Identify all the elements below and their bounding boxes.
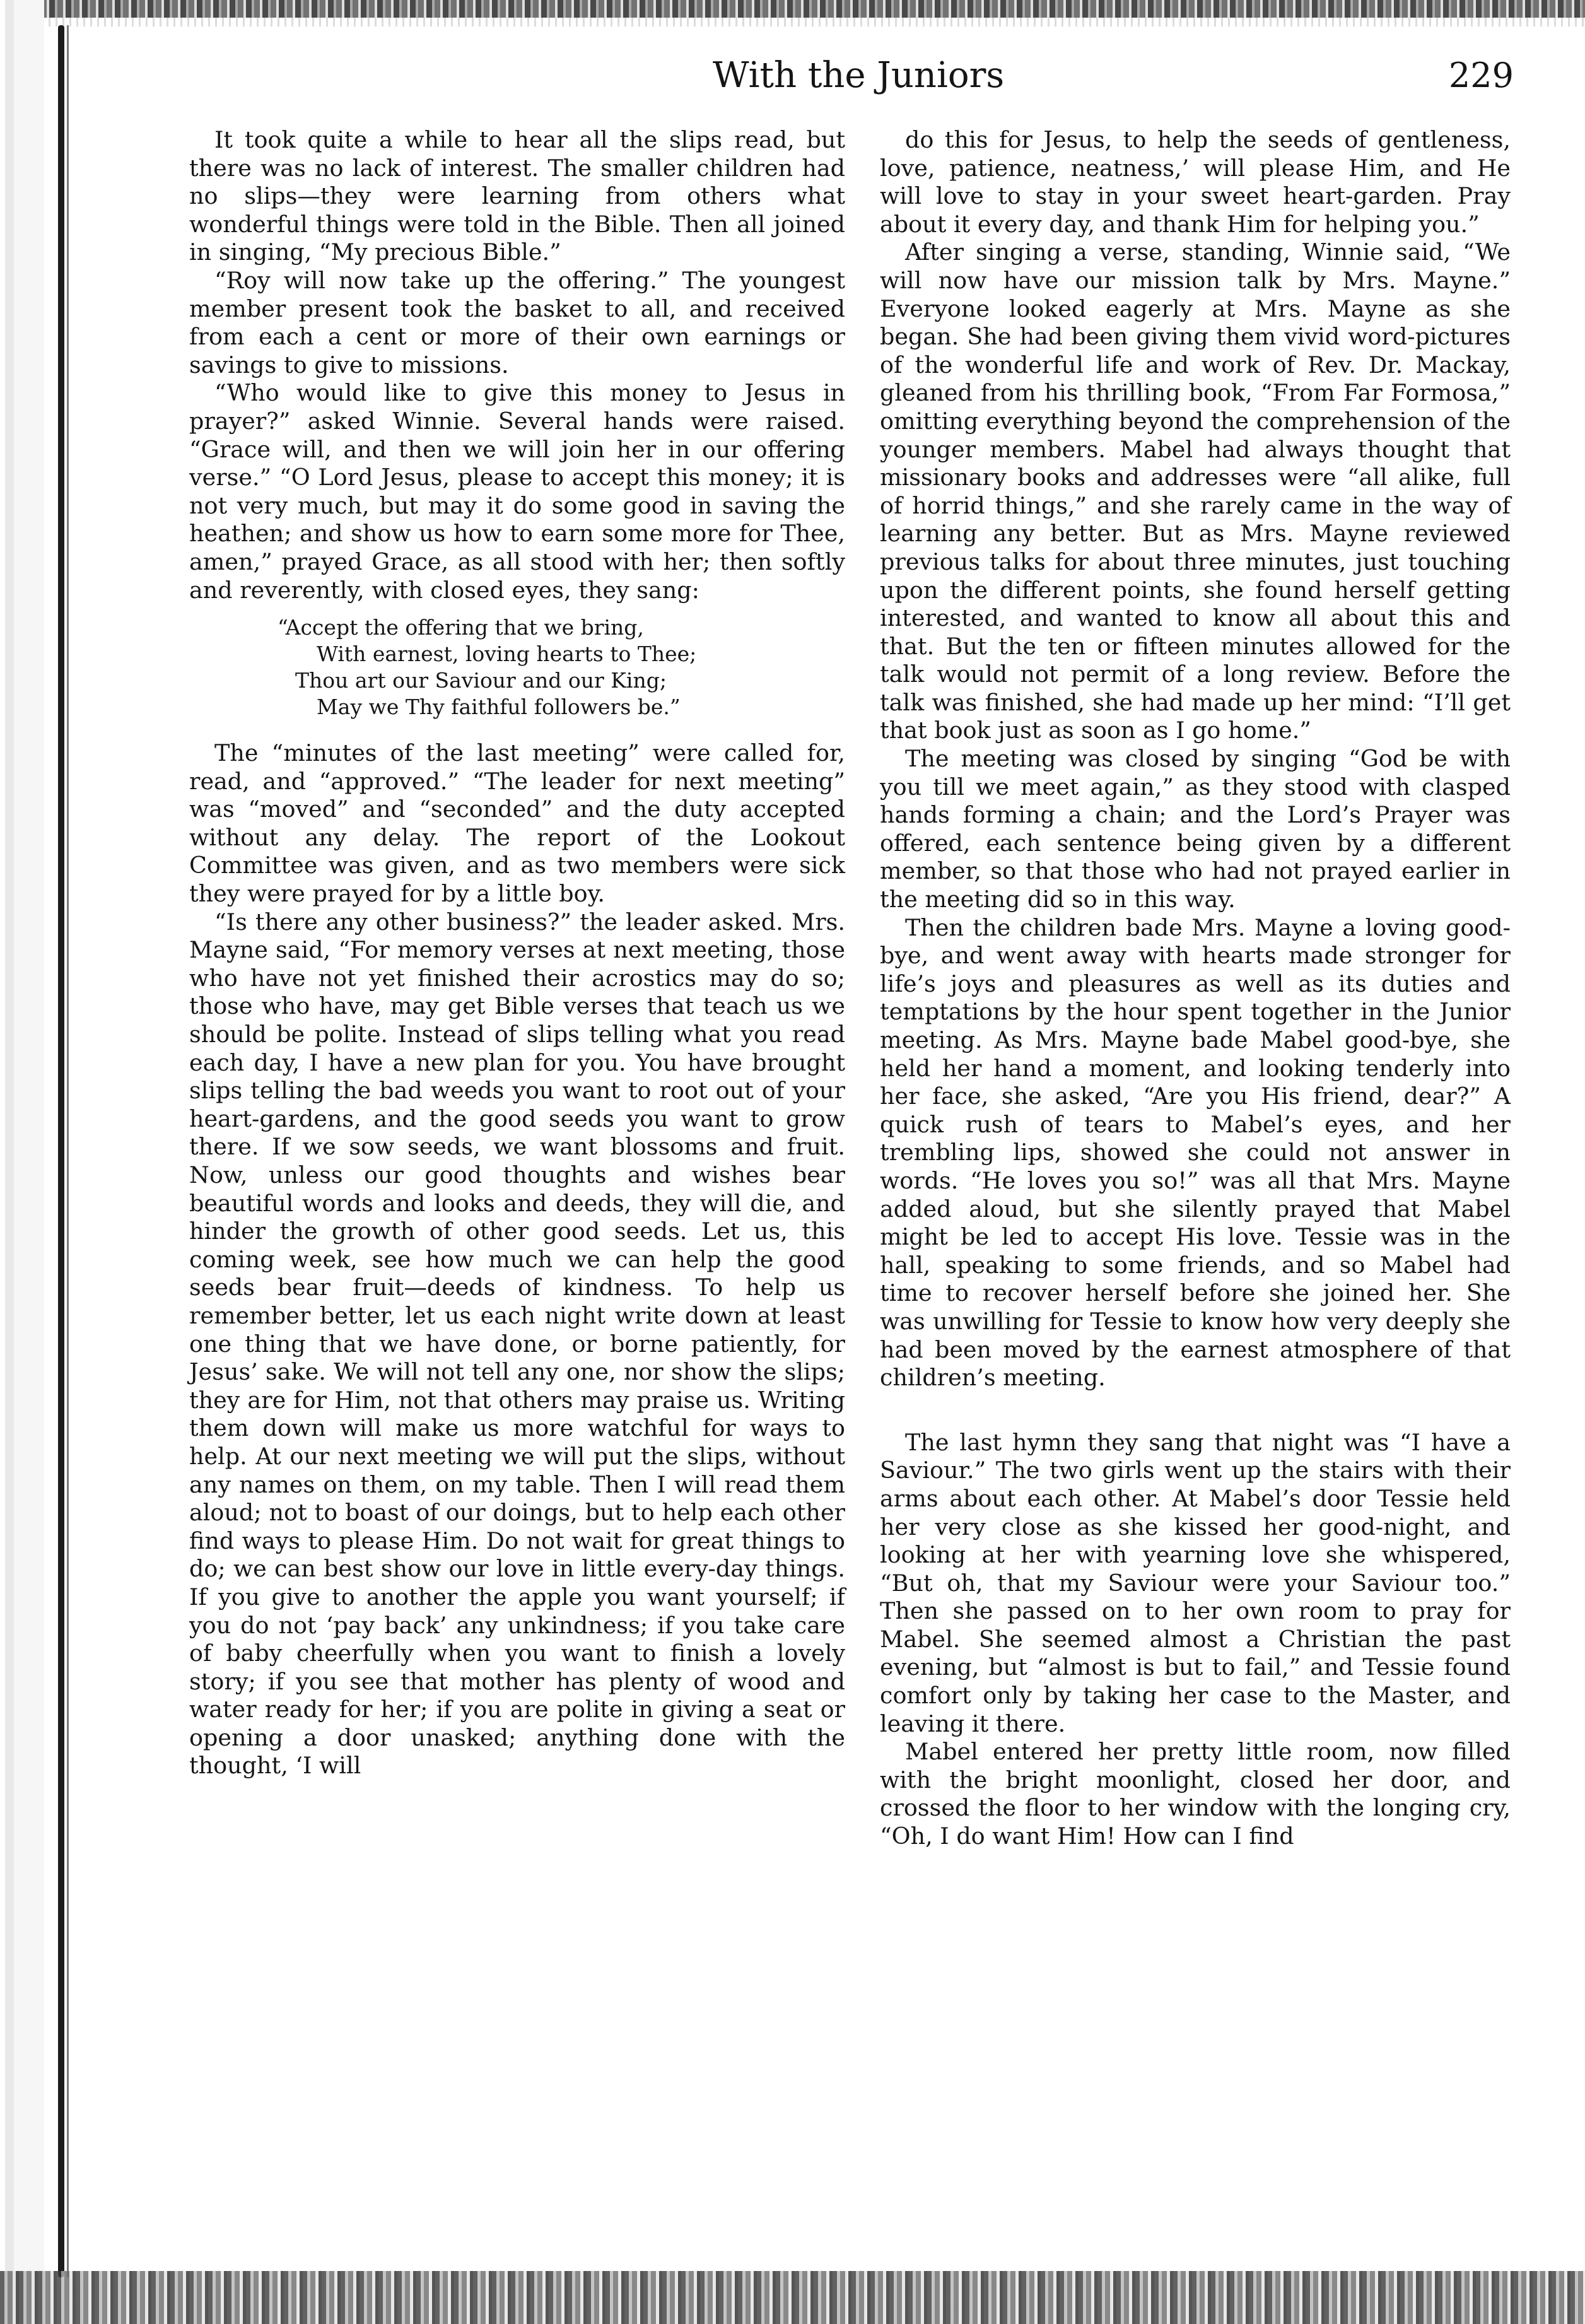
- right-column: [880, 126, 1511, 2246]
- page-gutter: [0, 0, 44, 2324]
- paragraph: “Is there any other business?” the leader asked. Mrs. Mayne said, “For memory verses at next meeting, those who have not yet finished their acrostics may do so; those who have, may get Bible verses that teach us we should be polite. Instead of slips telling what you read each day, I have a new plan for you. You have brought slips telling the bad weeds you want to root out of your heart-gardens, and the good seeds you want to grow there. If we sow seeds, we want blossoms and fruit. Now, unless our good thoughts and wishes bear beautiful words and looks and deeds, they will die, and hinder the growth of other good seeds. Let us, this coming week, see how much we can help the good seeds bear fruit—deeds of kindness. To help us remember better, let us each night write down at least one thing that we have done, or borne patiently, for Jesus’ sake. We will not tell any one, nor show the slips; they are for Him, not that others may praise us. Writing them down will make us more watchful for ways to help. At our next meeting we will put the slips, without any names on them, on my table. Then I will read them aloud; not to boast of our doings, but to help each other find ways to please Him. Do not wait for great things to do; we can best show our love in little every-day things. If you give to another the apple you want yourself; if you do not ‘pay back’ any unkindness; if you take care of baby cheerfully when you want to finish a lovely story; if you see that mother has plenty of wood and water ready for her; if you are polite in giving a seat or opening a door unasked; anything done with the thought, ‘I will: [189, 908, 845, 1780]
- binding-rule-thin: [67, 25, 69, 2277]
- paragraph: The last hymn they sang that night was “I have a Saviour.” The two girls went up the stairs with their arms about each other. At Mabel’s door Tessie held her very close as she kissed her good-night, and looking at her with yearning love she whispered, “But oh, that my Saviour were your Saviour too.” Then she passed on to her own room to pray for Mabel. She seemed almost a Christian the past evening, but “almost is but to fail,” and Tessie found comfort only by taking her case to the Master, and leaving it there.: [880, 1428, 1511, 1737]
- torn-top-edge: [0, 0, 1585, 18]
- section-break: [880, 1392, 1511, 1429]
- paragraph: “Roy will now take up the offering.” The youngest member present took the basket to all, and received from each a cent or more of their own earnings or savings to give to missions.: [189, 266, 845, 379]
- paragraph: Mabel entered her pretty little room, now filled with the bright moonlight, closed her door, and crossed the floor to her window with the longing cry, “Oh, I do want Him! How can I find: [880, 1738, 1511, 1850]
- paragraph: “Who would like to give this money to Jesus in prayer?” asked Winnie. Several hands were raised. “Grace will, and then we will join her in our offering verse.” “O Lord Jesus, please to accept this money; it is not very much, but may it do some good in saving the heathen; and show us how to earn some more for Thee, amen,” prayed Grace, as all stood with her; then softly and reverently, with closed eyes, they sang:: [189, 379, 845, 604]
- offering-verse: [189, 614, 845, 720]
- paragraph: The “minutes of the last meeting” were called for, read, and “approved.” “The leader for next meeting” was “moved” and “seconded” and the duty accepted without any delay. The report of the Lookout Committee was given, and as two members were sick they were prayed for by a little boy.: [189, 739, 845, 908]
- torn-bottom-edge: [0, 2271, 1585, 2324]
- verse-line: Thou art our Saviour and our King;: [295, 668, 667, 693]
- running-title: With the Juniors: [713, 55, 1005, 96]
- paragraph: It took quite a while to hear all the slips read, but there was no lack of interest. The smaller children had no slips—they were learning from others what wonderful things were told in the Bible. Then all joined in singing, “My precious Bible.”: [189, 126, 845, 266]
- paragraph: The meeting was closed by singing “God be with you till we meet again,” as they stood with clasped hands forming a chain; and the Lord’s Prayer was offered, each sentence being given by a different member, so that those who had not prayed earlier in the meeting did so in this way.: [880, 745, 1511, 913]
- left-column: [189, 126, 845, 2246]
- paragraph: do this for Jesus, to help the seeds of gentleness, love, patience, neatness,’ will please Him, and He will love to stay in your sweet heart-garden. Pray about it every day, and thank Him for helping you.”: [880, 126, 1511, 238]
- paragraph: Then the children bade Mrs. Mayne a loving good-bye, and went away with hearts made stronger for life’s joys and pleasures as well as its duties and temptations by the hour spent together in the Junior meeting. As Mrs. Mayne bade Mabel good-bye, she held her hand a moment, and looking tenderly into her face, she asked, “Are you His friend, dear?” A quick rush of tears to Mabel’s eyes, and her trembling lips, showed she could not answer in words. “He loves you so!” was all that Mrs. Mayne added aloud, but she silently prayed that Mabel might be led to accept His love. Tessie was in the hall, speaking to some friends, and so Mabel had time to recover herself before she joined her. She was unwilling for Tessie to know how very deeply she had been moved by the earnest atmosphere of that children’s meeting.: [880, 913, 1511, 1392]
- verse-line: “Accept the offering that we bring,: [278, 615, 644, 640]
- binding-rule: [58, 25, 64, 2277]
- paragraph: After singing a verse, standing, Winnie said, “We will now have our mission talk by Mrs. Mayne.” Everyone looked eagerly at Mrs. Mayne as she began. She had been giving them vivid word-pictures of the wonderful life and work of Rev. Dr. Mackay, gleaned from his thrilling book, “From Far Formosa,” omitting everything beyond the comprehension of the younger members. Mabel had always thought that missionary books and addresses were “all alike, full of horrid things,” and she rarely came in the way of learning any better. But as Mrs. Mayne reviewed previous talks for about three minutes, just touching upon the different points, she found herself getting interested, and wanted to know all about this and that. But the ten or fifteen minutes allowed for the talk would not permit of a long review. Before the talk was finished, she had made up her mind: “I’ll get that book just as soon as I go home.”: [880, 238, 1511, 744]
- verse-line: May we Thy faithful followers be.”: [317, 695, 681, 720]
- page-number: 229: [1448, 56, 1514, 95]
- verse-line: With earnest, loving hearts to Thee;: [317, 642, 697, 667]
